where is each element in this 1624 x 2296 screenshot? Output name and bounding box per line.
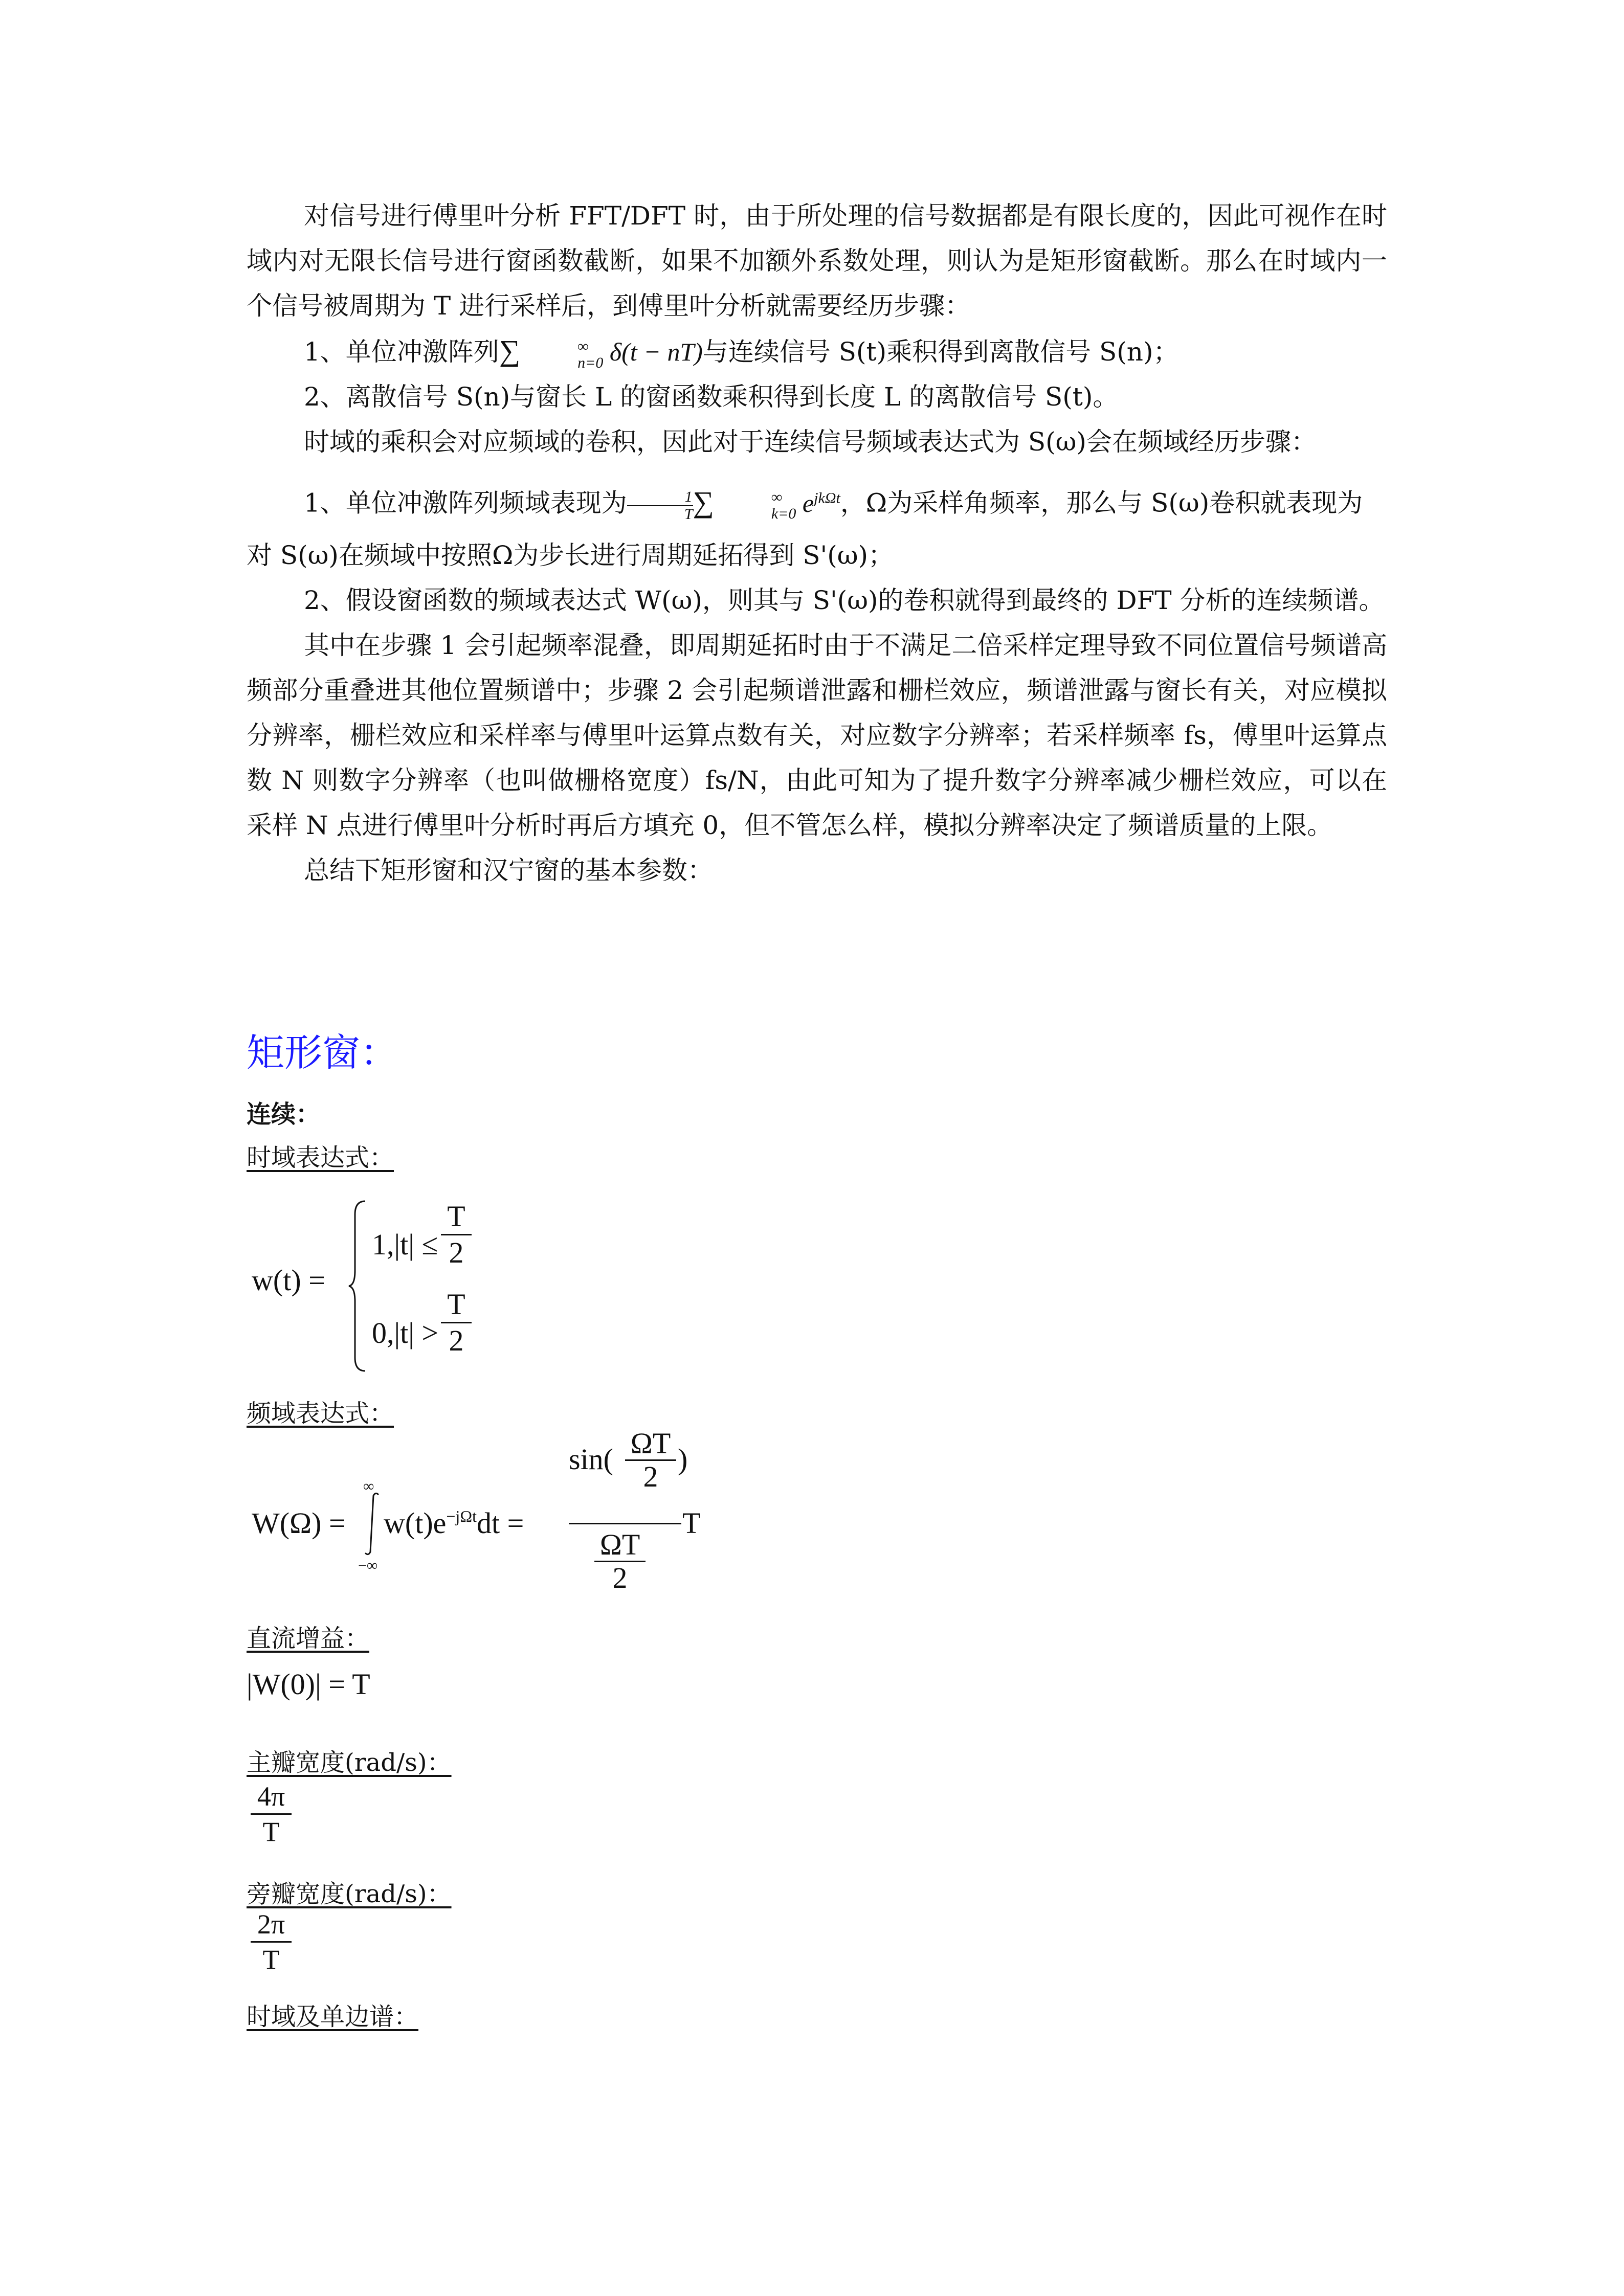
frac-num: ΩT <box>594 1529 646 1562</box>
frac-num: ΩT <box>625 1428 676 1461</box>
brace-icon <box>348 1199 368 1373</box>
WO-formula <box>247 1427 748 1611</box>
paragraph-intro: 对信号进行傅里叶分析 FFT/DFT 时，由于所处理的信号数据都是有限长度的，因此可视作在时域内对无限长信号进行窗函数截断，如果不加额外系数处理，则认为是矩形窗截断。那么在时域内一个信号被周期为 T 进行采样后，到傅里叶分析就需要经历步骤： <box>247 201 1387 321</box>
sum-upper: ∞ <box>577 337 589 355</box>
WO-lhs: W(Ω) = <box>252 1506 346 1540</box>
paragraph-step1 <box>247 328 1387 374</box>
frac-den: 2 <box>643 1460 658 1493</box>
label-dc-gain: 直流增益： <box>247 1624 370 1653</box>
freq-sum-upper: ∞ <box>771 489 783 506</box>
coef-den: T <box>684 506 693 523</box>
main-lobe-formula <box>251 1780 292 1849</box>
frac-den: 2 <box>612 1561 628 1594</box>
wt-lhs: w(t) = <box>252 1264 325 1297</box>
freq-sum-symbol: ∑ <box>693 485 714 519</box>
wt-piecewise-formula <box>247 1199 502 1373</box>
paragraph-step2: 2、离散信号 S(n)与窗长 L 的窗函数乘积得到长度 L 的离散信号 S(t)。 <box>304 382 1119 412</box>
integral-icon <box>363 1491 381 1557</box>
exp-power: jkΩt <box>814 489 840 506</box>
section-title: 矩形窗： <box>247 1031 398 1075</box>
trailing-T: T <box>682 1506 701 1540</box>
integrand <box>384 1506 524 1540</box>
int-lower: −∞ <box>358 1557 378 1574</box>
int-upper: ∞ <box>363 1478 374 1495</box>
label-main-lobe: 主瓣宽度(rad/s)： <box>247 1748 452 1777</box>
coef-num: 1 <box>627 489 693 506</box>
freq1-prefix: 1、单位冲激阵列频域表现为 <box>304 488 627 518</box>
main-fraction-bar <box>569 1523 681 1524</box>
label-side-lobe: 旁瓣宽度(rad/s)： <box>247 1880 452 1908</box>
sum-delta-formula <box>499 334 703 371</box>
wt-case1: 1,|t| ≤ <box>372 1228 438 1261</box>
paragraph-freq1 <box>247 476 1387 526</box>
frac-den: T <box>262 1816 280 1847</box>
denominator-frac <box>594 1529 646 1594</box>
sin-arg-frac <box>625 1428 676 1493</box>
section-subtitle: 连续： <box>247 1100 321 1129</box>
dc-gain-formula: |W(0)| = T <box>247 1668 370 1701</box>
exp-base: e <box>802 488 814 517</box>
wt-case1-frac <box>441 1199 472 1270</box>
paragraph-summary: 总结下矩形窗和汉宁窗的基本参数： <box>304 855 713 885</box>
sin-close: ) <box>678 1443 688 1476</box>
step1-prefix: 1、单位冲激阵列 <box>304 337 499 367</box>
integrand-body: w(t)e <box>384 1506 447 1540</box>
label-time-spectrum: 时域及单边谱： <box>247 2002 419 2031</box>
freq-sum-lower: k=0 <box>771 505 796 523</box>
paragraph-freq-intro: 时域的乘积会对应频域的卷积，因此对于连续信号频域表达式为 S(ω)会在频域经历步骤： <box>304 427 1317 457</box>
label-time-expression: 时域表达式： <box>247 1143 394 1172</box>
dt-equals: dt = <box>476 1506 524 1540</box>
sin-open: sin( <box>569 1443 613 1476</box>
sum-lower: n=0 <box>577 354 604 371</box>
frac-den: 2 <box>449 1324 464 1357</box>
paragraph-aliasing: 其中在步骤 1 会引起频率混叠，即周期延拓时由于不满足二倍采样定理导致不同位置信号频谱高频部分重叠进其他位置频谱中；步骤 2 会引起频谱泄露和栅栏效应，频谱泄露与窗长有关，对应模拟分辨率，栅栏效应和采样率与傅里叶运算点数有关，对应数字分辨率；若采样频率 fs，傅里叶运算点数 N 则数字分辨率（也叫做栅格宽度）fs/N，由此可知为了提升数字分辨率减少栅栏效应，可以在采样 N 点进行傅里叶分析时再后方填充 0，但不管怎么样，模拟分辨率决定了频谱质量的上限。 <box>247 630 1387 840</box>
frac-num: T <box>441 1199 472 1235</box>
label-freq-expression: 频域表达式： <box>247 1399 394 1428</box>
frac-den: 2 <box>449 1236 464 1269</box>
side-lobe-formula <box>251 1907 292 1976</box>
step1-suffix: 与连续信号 S(t)乘积得到离散信号 S(n)； <box>702 337 1179 367</box>
freq-sum-formula <box>627 485 840 523</box>
delta-body: δ(t − nT) <box>609 337 703 366</box>
integrand-exp: −jΩt <box>446 1507 477 1525</box>
paragraph-freq1-cont: 对 S(ω)在频域中按照Ω为步长进行周期延拓得到 S'(ω)； <box>247 540 894 570</box>
frac-num: T <box>441 1287 472 1323</box>
wt-case0-frac <box>441 1287 472 1358</box>
sum-symbol: ∑ <box>499 334 521 367</box>
wt-case0: 0,|t| > <box>372 1316 439 1349</box>
frac-num: 4π <box>251 1780 292 1815</box>
freq1-suffix: ，Ω为采样角频率，那么与 S(ω)卷积就表现为 <box>840 488 1363 518</box>
paragraph-freq2: 2、假设窗函数的频域表达式 W(ω)，则其与 S'(ω)的卷积就得到最终的 DFT 分析的连续频谱。 <box>304 585 1385 615</box>
intro-block <box>247 193 1387 893</box>
frac-num: 2π <box>251 1907 292 1943</box>
frac-den: T <box>262 1944 280 1975</box>
